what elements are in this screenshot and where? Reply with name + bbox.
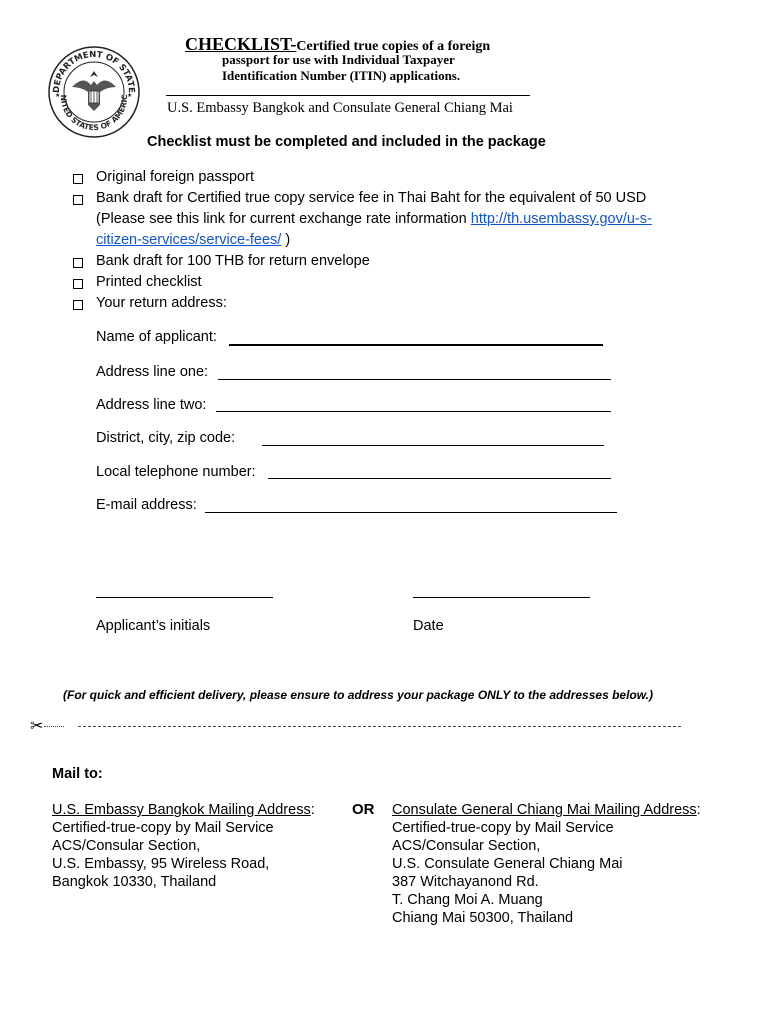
header-divider: [166, 95, 530, 96]
chiang-mai-address-line: Certified-true-copy by Mail Service: [392, 820, 614, 836]
checkbox-return-address[interactable]: [73, 300, 83, 310]
bangkok-address: [52, 801, 315, 891]
cut-line: [78, 726, 681, 727]
initials-line[interactable]: [96, 597, 273, 598]
bangkok-address-line: ACS/Consular Section,: [52, 838, 201, 854]
bangkok-address-heading: U.S. Embassy Bangkok Mailing Address:: [52, 802, 315, 818]
note-prefix: (Please see this link for current exchange rate information: [96, 211, 471, 227]
item-printed-checklist: Printed checklist: [96, 274, 202, 290]
date-line[interactable]: [413, 597, 590, 598]
address-line-two-field[interactable]: [216, 411, 611, 412]
title-checklist: CHECKLIST-: [185, 34, 297, 54]
bangkok-address-line: U.S. Embassy, 95 Wireless Road,: [52, 856, 270, 872]
chiang-mai-address-heading: Consulate General Chiang Mai Mailing Address:: [392, 802, 701, 818]
district-field[interactable]: [262, 445, 604, 446]
or-label: OR: [352, 801, 375, 818]
exchange-rate-note-cont: [96, 232, 290, 248]
chiang-mai-address-line: Chiang Mai 50300, Thailand: [392, 910, 574, 926]
scissor-dots: [44, 726, 64, 727]
note-suffix: ): [281, 232, 291, 248]
chiang-mai-address-line: 387 Witchayanond Rd.: [392, 874, 539, 890]
chiang-mai-address-line: ACS/Consular Section,: [392, 838, 541, 854]
mail-to-heading: Mail to:: [52, 766, 103, 782]
checkbox-return-envelope[interactable]: [73, 258, 83, 268]
email-field[interactable]: [205, 512, 617, 513]
title-rest: Certified true copies of a foreign: [296, 39, 491, 54]
checkbox-passport[interactable]: [73, 174, 83, 184]
email-label: E-mail address:: [96, 497, 197, 513]
district-label: District, city, zip code:: [96, 430, 236, 446]
checkbox-service-fee[interactable]: [73, 195, 83, 205]
phone-field[interactable]: [268, 478, 611, 479]
delivery-note: (For quick and efficient delivery, please ensure to address your package ONLY to the addresses below.): [63, 688, 653, 702]
chiang-mai-address-line: T. Chang Moi A. Muang: [392, 892, 543, 908]
svg-text:★: ★: [55, 93, 61, 99]
item-passport: Original foreign passport: [96, 169, 254, 185]
item-return-address: Your return address:: [96, 295, 227, 311]
embassy-line: U.S. Embassy Bangkok and Consulate General Chiang Mai: [167, 100, 513, 116]
chiang-mai-address-line: U.S. Consulate General Chiang Mai: [392, 856, 623, 872]
chiang-mai-address: [392, 801, 701, 927]
department-of-state-seal: [47, 45, 141, 139]
bangkok-address-line: Certified-true-copy by Mail Service: [52, 820, 274, 836]
svg-text:★: ★: [127, 93, 133, 99]
address-line-two-label: Address line two:: [96, 397, 207, 413]
item-return-envelope: Bank draft for 100 THB for return envelope: [96, 253, 370, 269]
name-field[interactable]: [229, 344, 603, 346]
svg-text:UNITED STATES OF AMERICA: NITED STATES OF AMERIC: [58, 94, 130, 133]
exchange-rate-note: [96, 211, 652, 227]
service-fees-link-cont[interactable]: citizen-services/service-fees/: [96, 232, 282, 248]
svg-text:DEPARTMENT OF STATE: DEPARTMENT OF STATE: [51, 49, 137, 94]
subtitle-line-2: Identification Number (ITIN) applications.: [222, 68, 461, 83]
phone-label: Local telephone number:: [96, 464, 256, 480]
date-label: Date: [413, 618, 444, 634]
item-service-fee: Bank draft for Certified true copy service fee in Thai Baht for the equivalent of 50 USD: [96, 190, 647, 206]
checklist-heading: Checklist must be completed and included in the package: [147, 134, 546, 150]
address-line-one-label: Address line one:: [96, 364, 209, 380]
address-line-one-field[interactable]: [218, 379, 611, 380]
service-fees-link[interactable]: http://th.usembassy.gov/u-s-: [470, 211, 652, 227]
subtitle-line-1: passport for use with Individual Taxpayer: [222, 52, 455, 67]
initials-label: Applicant’s initials: [96, 618, 211, 634]
bangkok-address-line: Bangkok 10330, Thailand: [52, 874, 217, 890]
name-label: Name of applicant:: [96, 329, 217, 345]
scissors-icon: ✂: [30, 718, 44, 735]
checkbox-printed-checklist[interactable]: [73, 279, 83, 289]
